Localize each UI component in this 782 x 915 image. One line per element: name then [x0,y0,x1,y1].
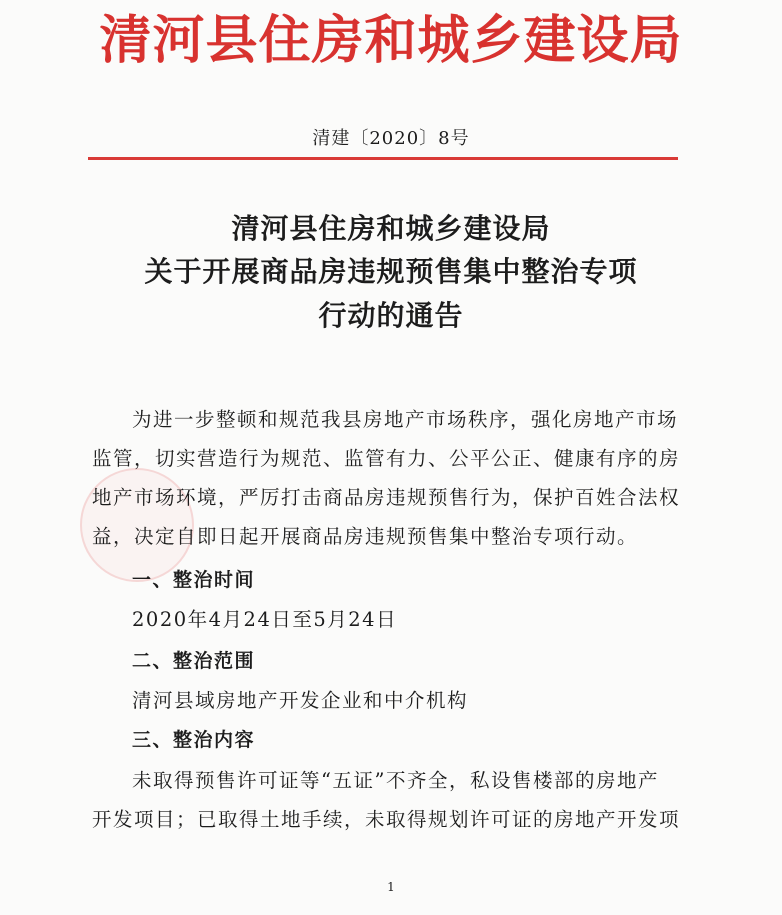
page-number: 1 [387,880,395,894]
title-line-2: 关于开展商品房违规预售集中整治专项 [144,255,638,288]
document-number: 清建〔2020〕8号 [312,128,470,149]
intro-line-2: 监管，切实营造行为规范、监管有力、公平公正、健康有序的房 [92,447,681,470]
section-2-heading: 二、整治范围 [132,650,256,672]
intro-line-4: 益，决定自即日起开展商品房违规预售集中整治专项行动。 [92,525,639,548]
intro-line-3: 地产市场环境，严厉打击商品房违规预售行为，保护百姓合法权 [92,486,681,509]
section-1-heading: 一、整治时间 [132,569,256,591]
section-3-line-2: 开发项目；已取得土地手续，未取得规划许可证的房地产开发项 [92,808,681,831]
section-1-text: 2020年4月24日至5月24日 [132,608,398,631]
section-3-heading: 三、整治内容 [132,729,256,751]
section-3-line-1: 未取得预售许可证等“五证”不齐全，私设售楼部的房地产 [132,769,659,792]
letterhead-org-name: 清河县住房和城乡建设局 [99,11,683,71]
section-2-text: 清河县域房地产开发企业和中介机构 [132,689,469,712]
title-line-3: 行动的通告 [318,299,464,332]
title-line-1: 清河县住房和城乡建设局 [231,212,551,245]
intro-line-1: 为进一步整顿和规范我县房地产市场秩序，强化房地产市场 [132,408,679,431]
letterhead-divider [88,157,678,160]
